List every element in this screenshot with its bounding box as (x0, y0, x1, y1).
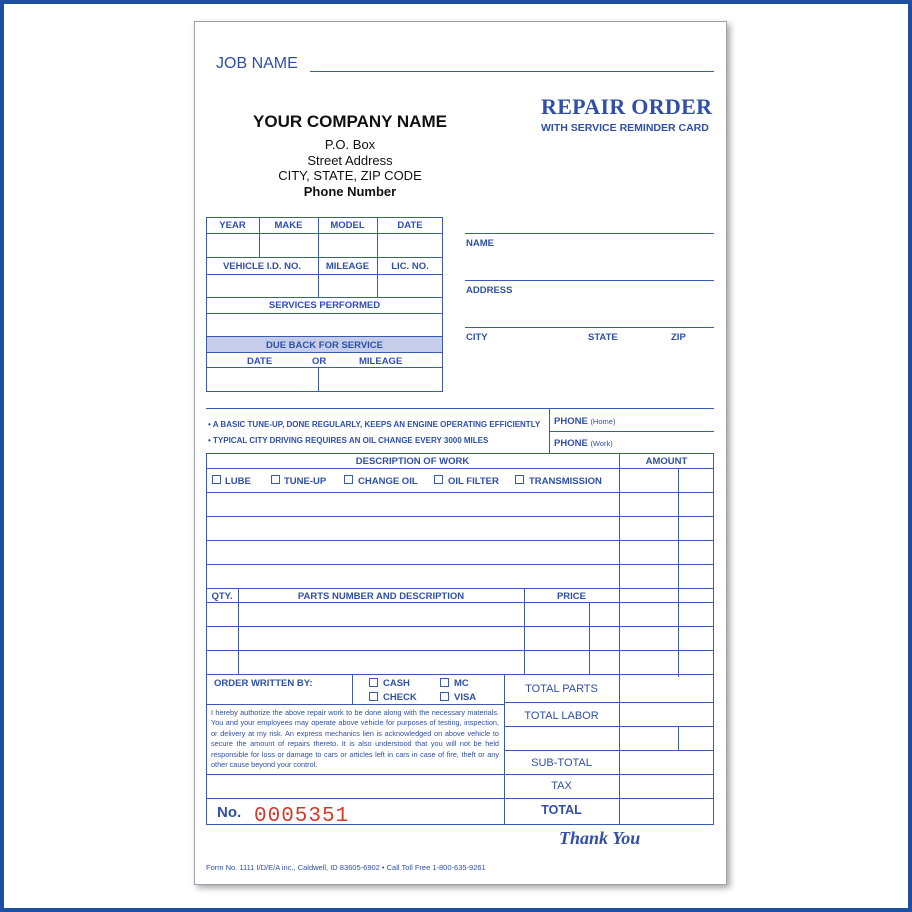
total-labor-label: TOTAL LABOR (524, 710, 599, 722)
company-po-box: P.O. Box (324, 137, 376, 152)
customer-city-label: CITY (466, 332, 488, 343)
phone-home-label: PHONE (Home) (554, 416, 616, 427)
visa-checkbox[interactable] (440, 692, 449, 701)
repair-order-form (194, 21, 727, 885)
lic-label: LIC. NO. (391, 261, 429, 272)
job-name-line (310, 71, 714, 72)
check-label: CHECK (383, 692, 417, 703)
company-street: Street Address (307, 153, 393, 168)
amount-header: AMOUNT (645, 456, 688, 467)
tax-label: TAX (551, 780, 572, 792)
job-name-label: JOB NAME (216, 55, 298, 72)
total-parts-label: TOTAL PARTS (525, 683, 598, 695)
customer-address-label: ADDRESS (466, 285, 513, 296)
vin-label: VEHICLE I.D. NO. (222, 261, 302, 272)
check-checkbox[interactable] (369, 692, 378, 701)
mc-label: MC (454, 678, 469, 689)
description-of-work-header: DESCRIPTION OF WORK (355, 456, 470, 467)
oil-filter-label: OIL FILTER (448, 476, 499, 487)
form-number: 0005351 (254, 805, 350, 828)
date-label: DATE (397, 220, 423, 231)
model-label: MODEL (330, 220, 365, 231)
tune-up-label: TUNE-UP (284, 476, 327, 487)
parts-description-header: PARTS NUMBER AND DESCRIPTION (297, 591, 465, 602)
company-city-line: CITY, STATE, ZIP CODE (278, 168, 422, 183)
order-written-by-label: ORDER WRITTEN BY: (214, 678, 313, 689)
mc-checkbox[interactable] (440, 678, 449, 687)
due-back-label: DUE BACK FOR SERVICE (265, 340, 383, 351)
mileage-label: MILEAGE (325, 261, 370, 272)
lube-label: LUBE (225, 476, 251, 487)
lube-checkbox[interactable] (212, 475, 221, 484)
phone-work-label: PHONE (Work) (554, 438, 613, 449)
year-label: YEAR (219, 220, 246, 231)
services-performed-label: SERVICES PERFORMED (268, 300, 381, 311)
total-label: TOTAL (541, 803, 582, 817)
customer-state-label: STATE (588, 332, 618, 343)
due-date-label: DATE (247, 356, 273, 367)
tip-tune-up: • A BASIC TUNE-UP, DONE REGULARLY, KEEPS AN ENGINE OPERATING EFFICIENTLY (208, 420, 541, 429)
tip-oil-change: • TYPICAL CITY DRIVING REQUIRES AN OIL CHANGE EVERY 3000 MILES (208, 436, 489, 445)
transmission-checkbox[interactable] (515, 475, 524, 484)
change-oil-label: CHANGE OIL (358, 476, 418, 487)
sub-total-label: SUB-TOTAL (531, 757, 592, 769)
form-title: REPAIR ORDER (541, 94, 713, 119)
make-label: MAKE (274, 220, 303, 231)
thank-you-text: Thank You (559, 828, 641, 848)
price-header: PRICE (556, 591, 587, 602)
number-label: No. (217, 804, 242, 821)
customer-name-label: NAME (466, 238, 494, 249)
due-or-label: OR (312, 356, 327, 367)
company-name: YOUR COMPANY NAME (253, 112, 447, 131)
tune-up-checkbox[interactable] (271, 475, 280, 484)
footer-text: Form No. 1111 I/D/E/A inc., Caldwell, ID 83605-6902 • Call Toll Free 1-800-635-9261 (206, 863, 486, 872)
qty-header: QTY. (211, 591, 233, 602)
form-subtitle: WITH SERVICE REMINDER CARD (541, 122, 709, 134)
customer-zip-label: ZIP (671, 332, 686, 343)
company-phone: Phone Number (303, 184, 397, 199)
authorization-text: I hereby authorize the above repair work to be done along with the necessary materials. You and your employees may operate above vehicle for purposes of testing, inspection, or delivery at my risk. An express mechanics lien is acknowledged on above vehicle to secure the amount of repairs thereto. It is also understood that you will not be held responsible for loss or damage to cars or articles left in cars in case of fire, theft or any other cause beyond your control. (211, 708, 499, 770)
visa-label: VISA (454, 692, 477, 703)
cash-label: CASH (383, 678, 410, 689)
due-mileage-label: MILEAGE (359, 356, 403, 367)
cash-checkbox[interactable] (369, 678, 378, 687)
transmission-label: TRANSMISSION (529, 476, 602, 487)
oil-filter-checkbox[interactable] (434, 475, 443, 484)
change-oil-checkbox[interactable] (344, 475, 353, 484)
